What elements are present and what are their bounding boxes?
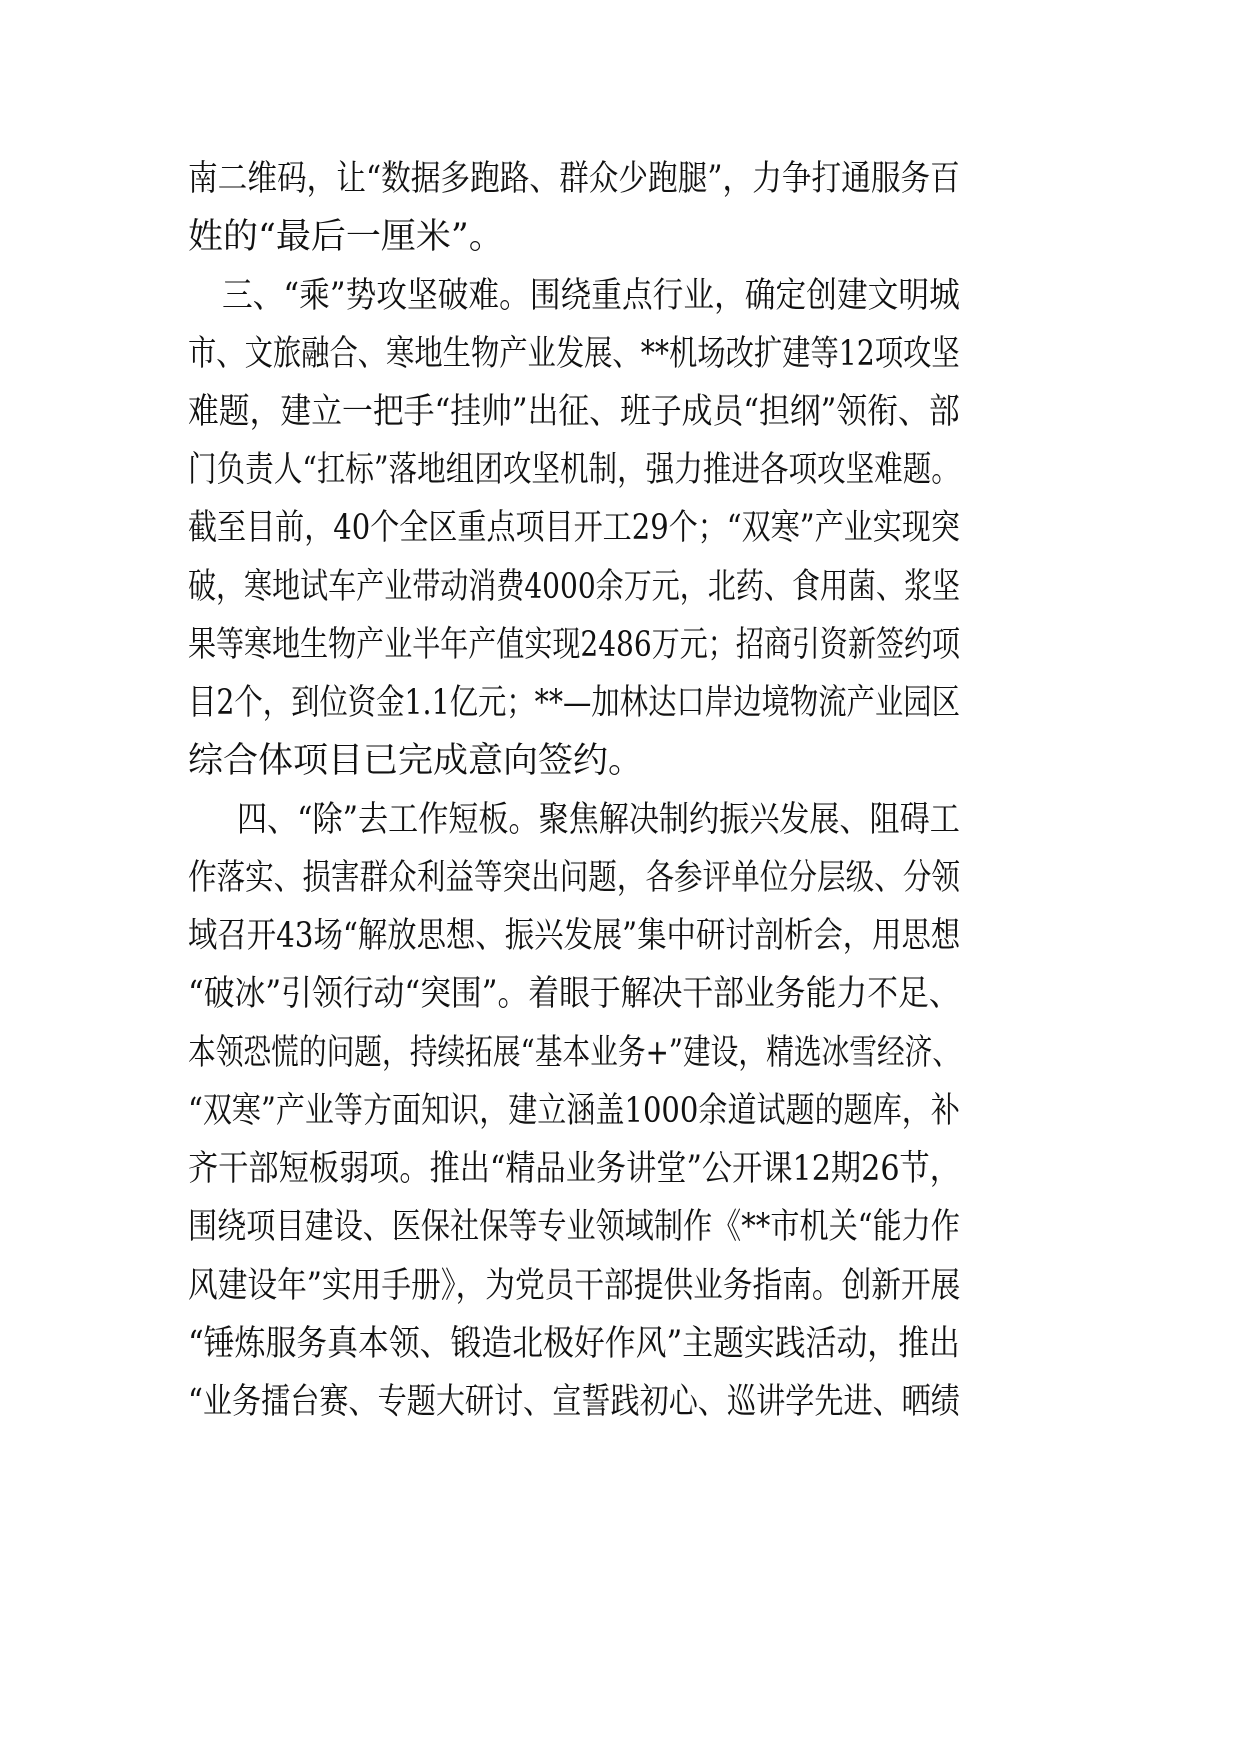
- text-line: 齐干部短板弱项。推出“精品业务讲堂”公开课12期26节，: [188, 1149, 960, 1189]
- text-line: “业务擂台赛、专题大研讨、宣誓践初心、巡讲学先进、晒绩: [188, 1382, 960, 1422]
- text-line: “破冰”引领行动“突围”。着眼于解决干部业务能力不足、: [188, 974, 960, 1014]
- text-line: “锤炼服务真本领、锻造北极好作风”主题实践活动，推出: [188, 1324, 960, 1364]
- text-line: 综合体项目已完成意向签约。: [188, 741, 644, 781]
- text-line: 门负责人“扛标”落地组团攻坚机制，强力推进各项攻坚难题。: [188, 450, 960, 490]
- section-heading-line: 四、“除”去工作短板。聚焦解决制约振兴发展、阻碍工: [237, 800, 960, 840]
- section-heading-line: 三、“乘”势攻坚破难。围绕重点行业，确定创建文明城: [222, 276, 960, 316]
- text-line: 域召开43场“解放思想、振兴发展”集中研讨剖析会，用思想: [188, 916, 961, 956]
- text-line: 本领恐慌的问题，持续拓展“基本业务+”建设，精选冰雪经济、: [188, 1033, 961, 1073]
- text-line: 果等寒地生物产业半年产值实现2486万元；招商引资新签约项: [188, 625, 961, 665]
- text-line: 难题，建立一把手“挂帅”出征、班子成员“担纲”领衔、部: [188, 392, 960, 432]
- text-line: 目2个，到位资金1.1亿元；**—加林达口岸边境物流产业园区: [188, 683, 960, 723]
- text-line: 截至目前，40个全区重点项目开工29个；“双寒”产业实现突: [188, 508, 960, 548]
- text-line: 南二维码，让“数据多跑路、群众少跑腿”，力争打通服务百: [188, 159, 960, 199]
- text-line: “双寒”产业等方面知识，建立涵盖1000余道试题的题库，补: [188, 1091, 960, 1131]
- text-line: 破，寒地试车产业带动消费4000余万元，北药、食用菌、浆坚: [188, 567, 961, 607]
- text-line: 作落实、损害群众利益等突出问题，各参评单位分层级、分领: [188, 858, 960, 898]
- text-line: 围绕项目建设、医保社保等专业领域制作《**市机关“能力作: [188, 1207, 960, 1247]
- text-line: 风建设年”实用手册》，为党员干部提供业务指南。创新开展: [188, 1266, 961, 1306]
- text-line: 姓的“最后一厘米”。: [188, 217, 504, 257]
- text-line: 市、文旅融合、寒地生物产业发展、**机场改扩建等12项攻坚: [188, 334, 960, 374]
